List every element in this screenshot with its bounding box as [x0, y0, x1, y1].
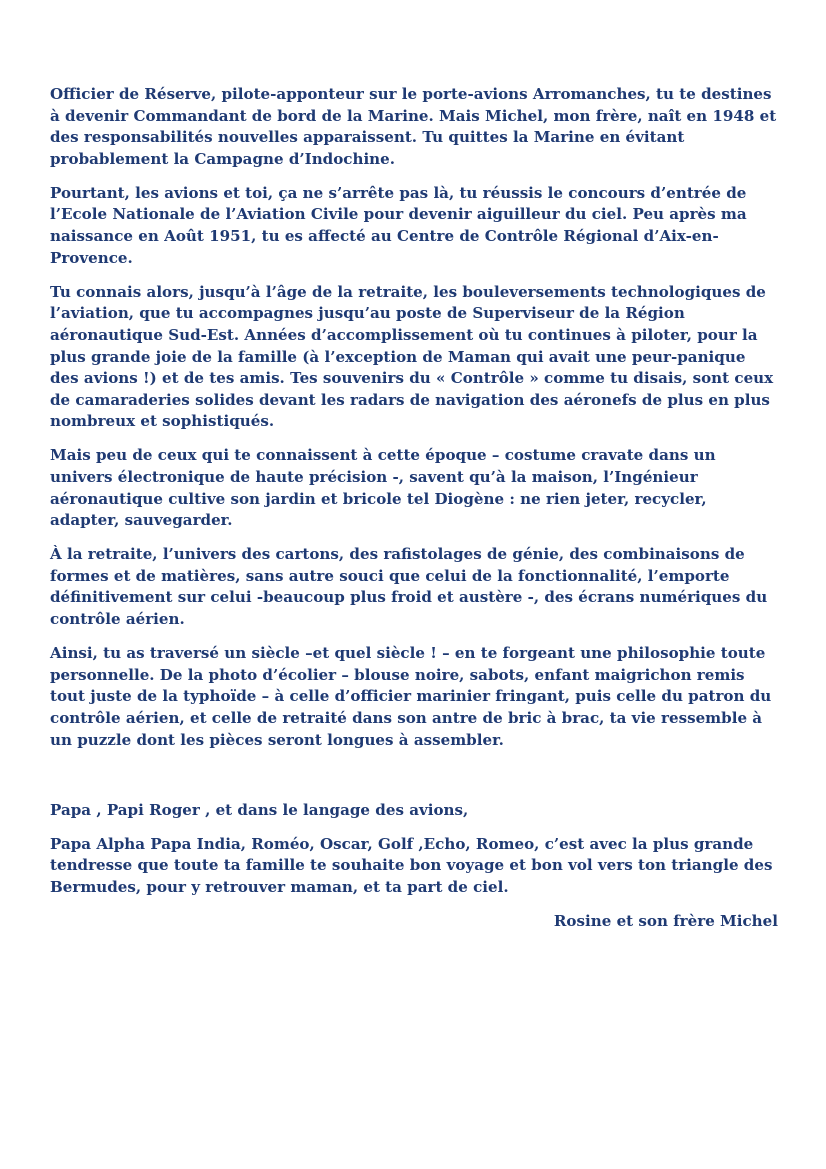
section-spacer — [50, 764, 778, 800]
closing-paragraph: Papa Alpha Papa India, Roméo, Oscar, Golf ,Echo, Romeo, c’est avec la plus grande tendresse que toute ta famille te souhaite bon voyage et bon vol vers ton triangle des Bermudes, pour y retrouver maman, et ta part de ciel. — [50, 834, 773, 896]
paragraph-siecle: Ainsi, tu as traversé un siècle –et quel siècle ! – en te forgeant une philosophie toute personnelle. De la photo d’écolier – blouse noire, sabots, enfant maigrichon remis tout juste de la typhoïde – à celle d’officier marinier fringant, puis celle du patron du contrôle aérien, et celle de retraité dans son antre de bric à brac, ta vie ressemble à un puzzle dont les pièces seront longues à assembler. — [50, 644, 772, 749]
closing-line: Papa , Papi Roger , et dans le langage des avions, — [50, 800, 469, 819]
paragraph-aviation-civile: Pourtant, les avions et toi, ça ne s’arrête pas là, tu réussis le concours d’entrée de l’Ecole Nationale de l’Aviation Civile pour devenir aiguilleur du ciel. Peu après ma naissance en Août 1951, tu es affecté au Centre de Contrôle Régional d’Aix-en-Provence. — [50, 183, 747, 267]
paragraph-retraite: À la retraite, l’univers des cartons, des rafistolages de génie, des combinaisons de formes et de matières, sans autre souci que celui de la fonctionnalité, l’emporte définitivement sur celui -beaucoup plus froid et austère -, des écrans numériques du contrôle aérien. — [50, 545, 768, 629]
letter-page — [50, 84, 778, 933]
signature: Rosine et son frère Michel — [553, 912, 778, 930]
paragraph-controle: Tu connais alors, jusqu’à l’âge de la retraite, les bouleversements technologiques de l’aviation, que tu accompagnes jusqu’au poste de Superviseur de la Région aéronautique Sud-Est. Années d’accomplissement où tu continues à piloter, pour la plus grande joie de la famille (à l’exception de Maman qui avait une peur-panique des avions !) et de tes amis. Tes souvenirs du « Contrôle » comme tu disais, sont ceux de camaraderies solides devant les radars de navigation des aéronefs de plus en plus nombreux et sophistiqués. — [50, 282, 774, 431]
paragraph-navy-career: Officier de Réserve, pilote-apponteur sur le porte-avions Arromanches, tu te destines à devenir Commandant de bord de la Marine. Mais Michel, mon frère, naît en 1948 et des responsabilités nouvelles apparaissent. Tu quittes la Marine en évitant probablement la Campagne d’Indochine. — [50, 85, 777, 168]
paragraph-bricolage: Mais peu de ceux qui te connaissent à cette époque – costume cravate dans un univers électronique de haute précision -, savent qu’à la maison, l’Ingénieur aéronautique cultive son jardin et bricole tel Diogène : ne rien jeter, recycler, adapter, sauvegarder. — [50, 446, 716, 530]
